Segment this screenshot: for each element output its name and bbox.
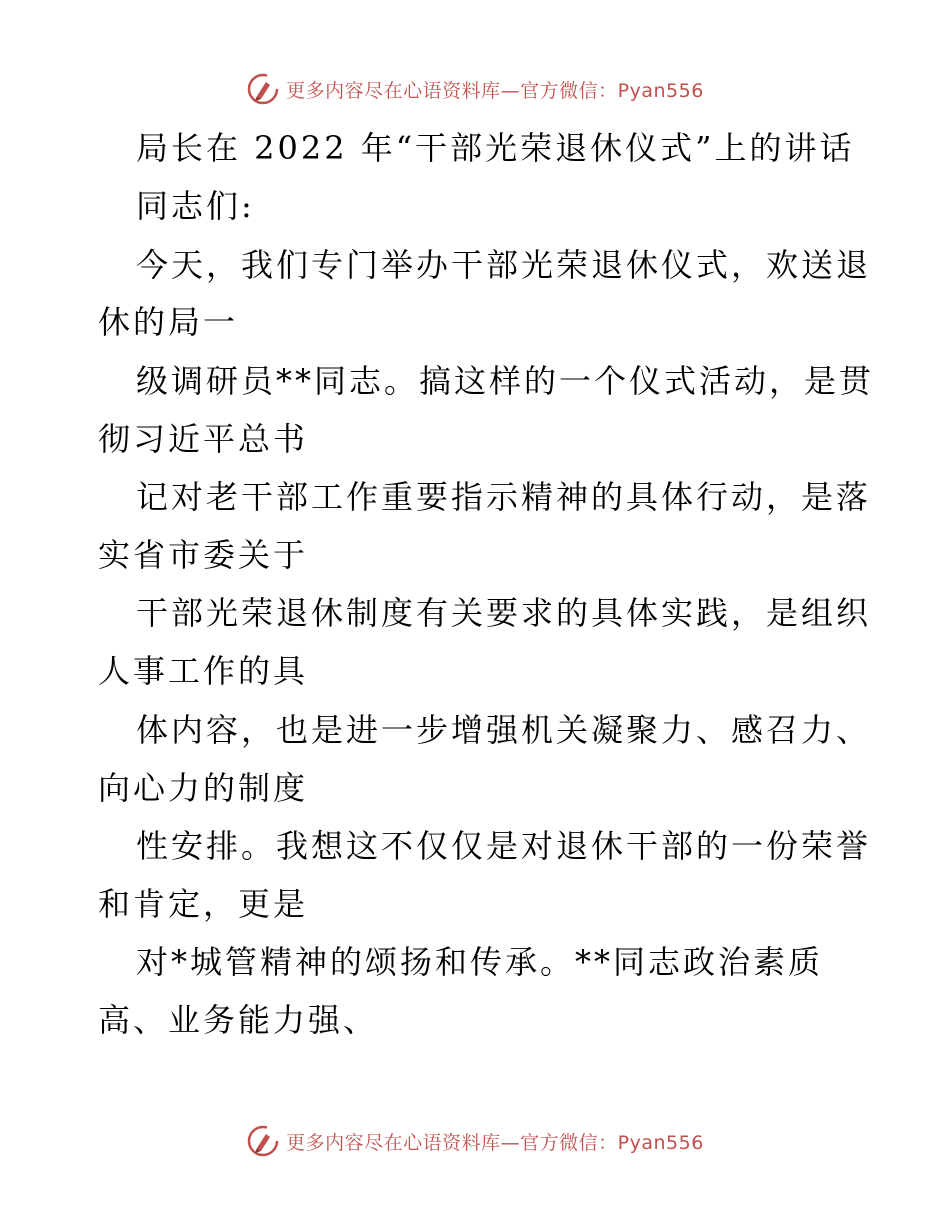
header-watermark <box>0 72 950 106</box>
paragraph-line: 干部光荣退休制度有关要求的具体实践，是组织 <box>136 594 872 632</box>
footer-watermark <box>0 1124 950 1158</box>
paragraph-line: 彻习近平总书 <box>98 420 309 458</box>
paragraph-line: 和肯定，更是 <box>98 885 309 923</box>
paragraph-line: 级调研员**同志。搞这样的一个仪式活动，是贯 <box>136 362 875 400</box>
paragraph-line: 今天，我们专门举办干部光荣退休仪式，欢送退 <box>136 246 872 284</box>
paragraph-line: 性安排。我想这不仅仅是对退休干部的一份荣誉 <box>136 827 872 865</box>
pen-nib-logo-icon <box>246 1124 280 1158</box>
pen-nib-logo-icon <box>246 72 280 106</box>
paragraph-line: 实省市委关于 <box>98 536 309 574</box>
watermark-text: 更多内容尽在心语资料库—官方微信：Pyan556 <box>286 1131 704 1154</box>
paragraph-line: 体内容，也是进一步增强机关凝聚力、感召力、 <box>136 711 872 749</box>
paragraph-line: 同志们: <box>136 187 255 225</box>
paragraph-line: 人事工作的具 <box>98 652 309 690</box>
paragraph-line: 高、业务能力强、 <box>98 1001 379 1039</box>
paragraph-line: 向心力的制度 <box>98 769 309 807</box>
paragraph-line: 记对老干部工作重要指示精神的具体行动，是落 <box>136 478 872 516</box>
watermark-text: 更多内容尽在心语资料库—官方微信：Pyan556 <box>286 79 704 102</box>
paragraph-line: 休的局一 <box>98 303 239 341</box>
document-title: 局长在 2022 年“干部光荣退休仪式”上的讲话 <box>136 129 855 167</box>
paragraph-line: 对*城管精神的颂扬和传承。**同志政治素质 <box>136 943 824 981</box>
